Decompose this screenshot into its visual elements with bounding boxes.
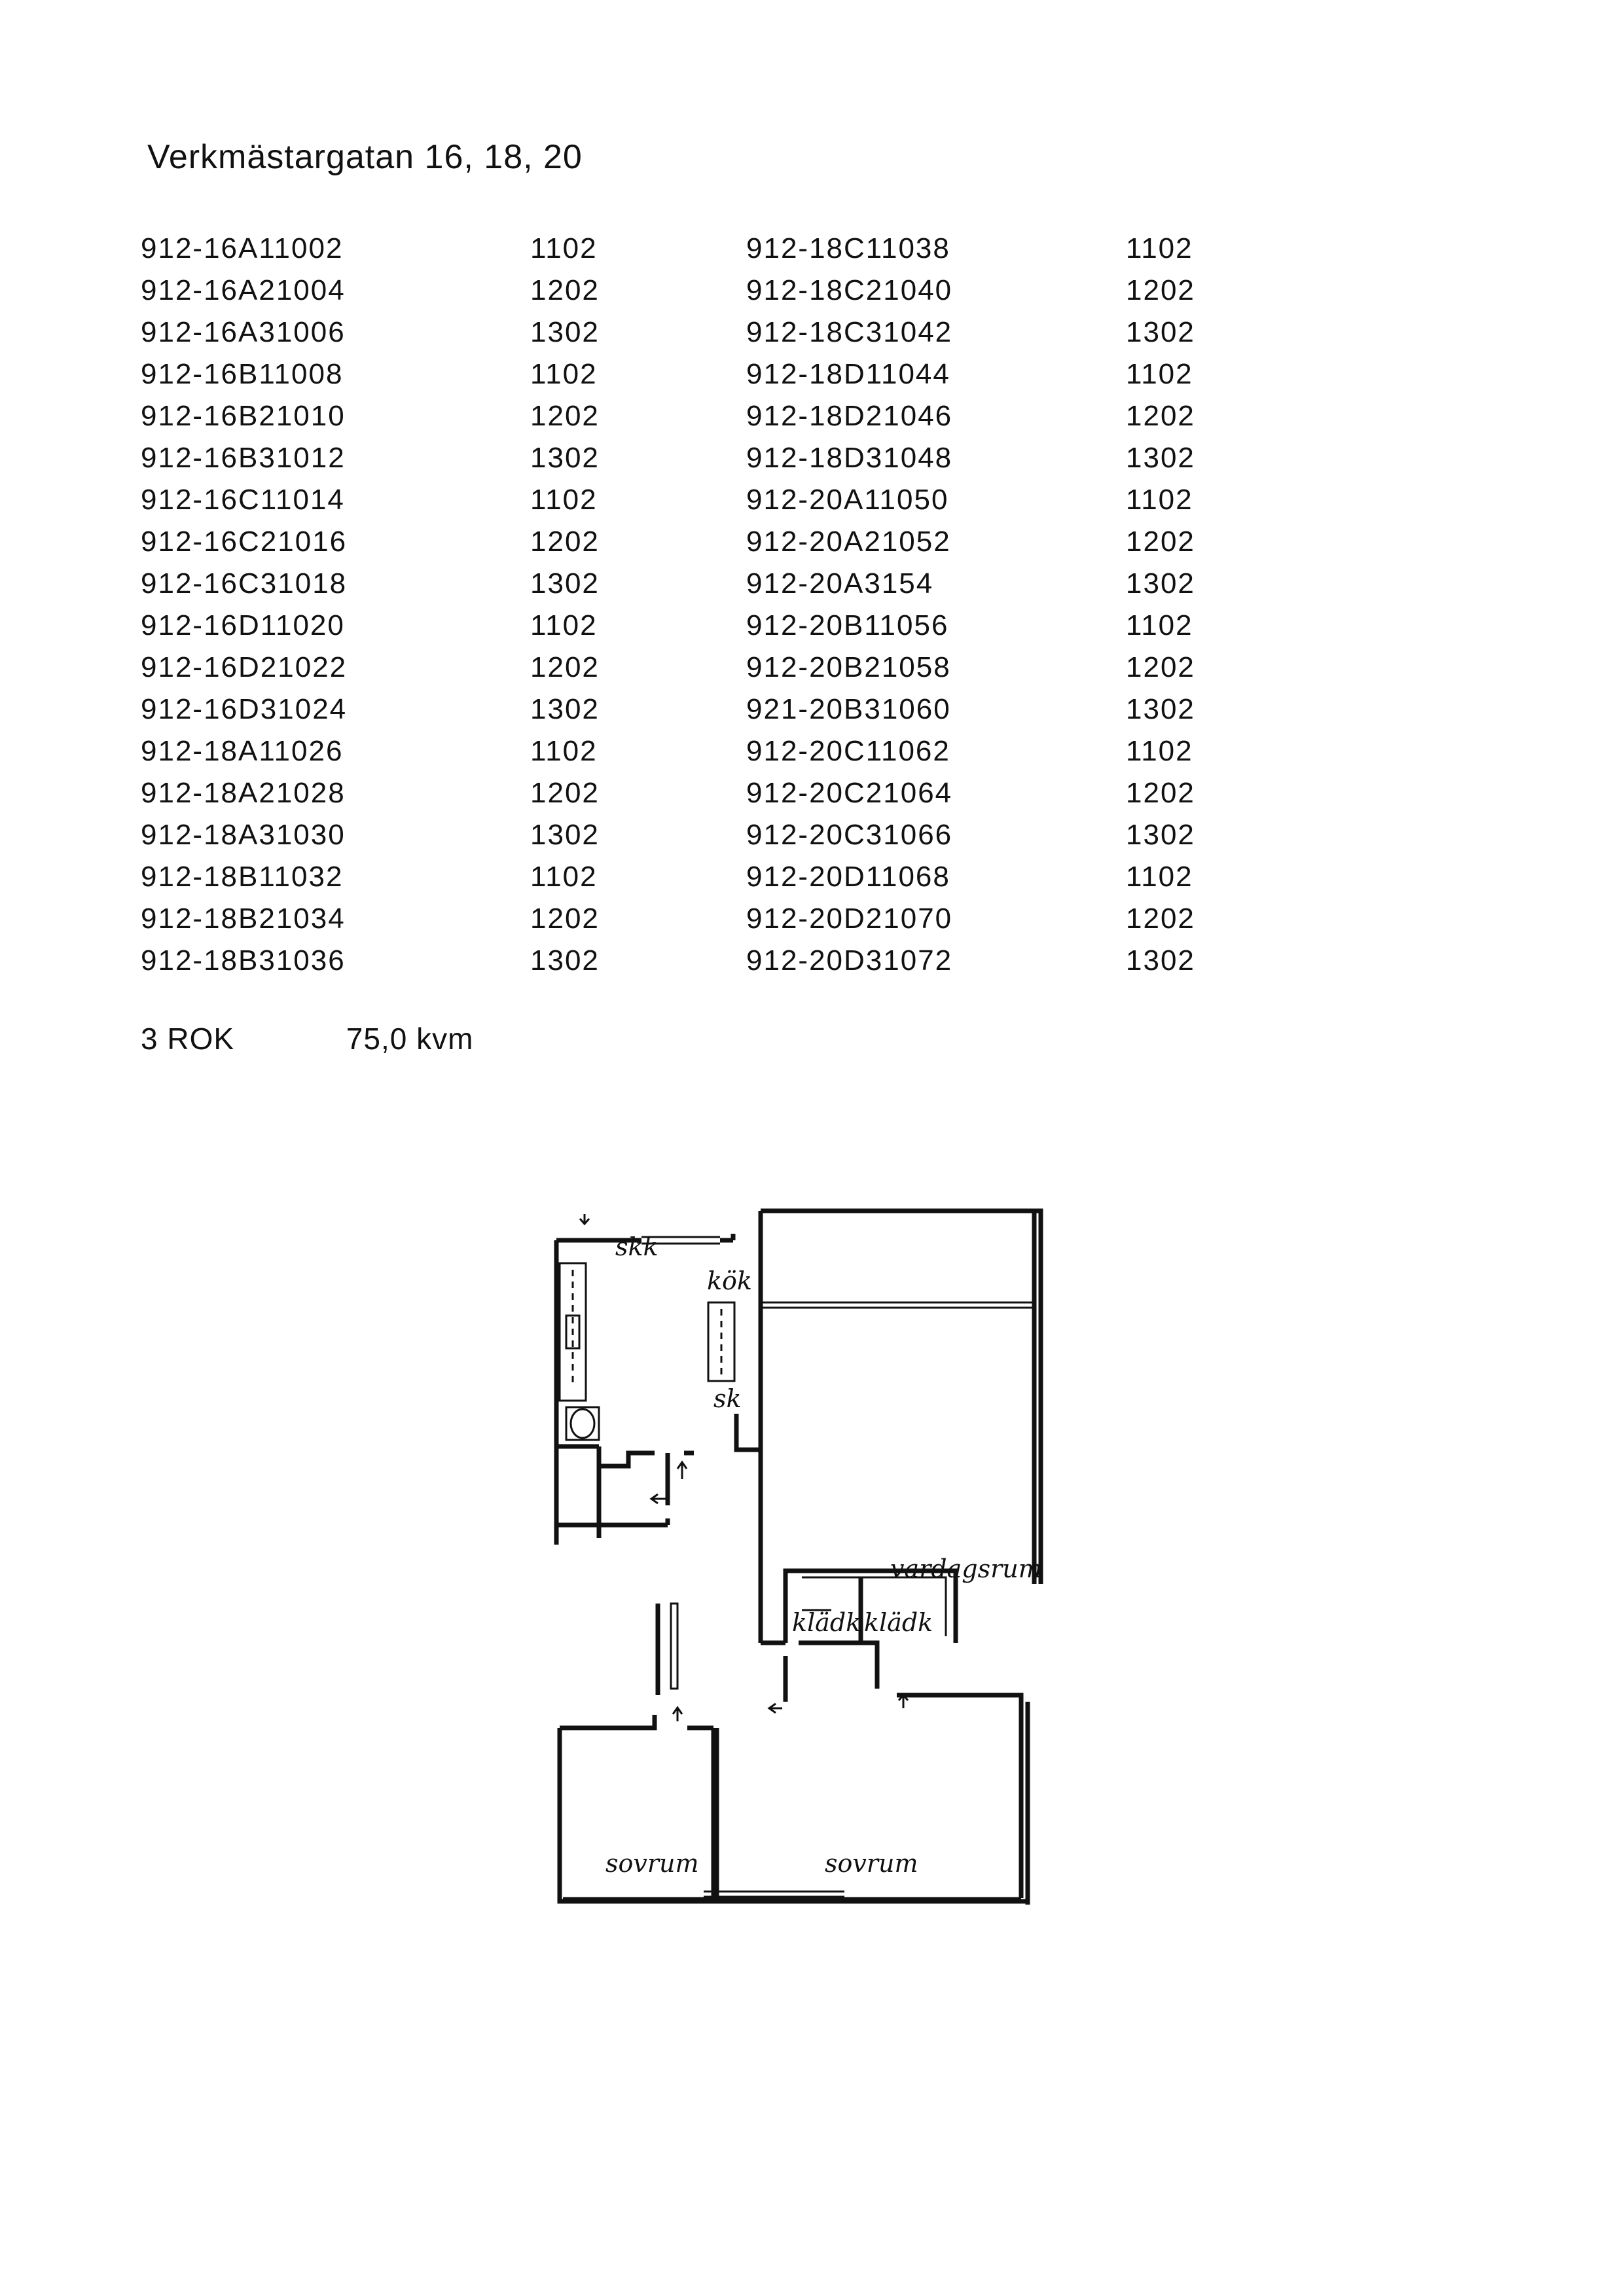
unit-id-right: 912-18D31048 [746, 442, 953, 474]
unit-id-left: 912-16A21004 [141, 274, 346, 306]
plan-label-bedroom-1: sovrum [605, 1849, 699, 1878]
unit-code-right: 1202 [1126, 777, 1195, 809]
unit-id-right: 912-20B11056 [746, 609, 949, 641]
floor-plan [537, 1191, 1060, 2055]
table-row [141, 605, 1231, 647]
unit-id-right: 912-18C31042 [746, 316, 953, 348]
unit-code-left: 1302 [530, 567, 600, 600]
unit-id-left: 912-16C21016 [141, 526, 348, 558]
table-row [141, 521, 1231, 563]
unit-code-right: 1302 [1126, 316, 1195, 348]
plan-label-wardrobe-2: klädk [864, 1608, 933, 1637]
page-title: Verkmästargatan 16, 18, 20 [147, 138, 583, 176]
unit-code-left: 1202 [530, 274, 600, 306]
plan-label-kitchen: kök [707, 1266, 752, 1295]
unit-id-left: 912-16C31018 [141, 567, 348, 600]
unit-code-right: 1302 [1126, 442, 1195, 474]
table-row [141, 940, 1231, 982]
unit-id-right: 912-20C21064 [746, 777, 953, 809]
unit-id-left: 912-18A11026 [141, 735, 344, 767]
plan-label-bedroom-2: sovrum [825, 1849, 918, 1878]
unit-code-right: 1202 [1126, 400, 1195, 432]
table-row [141, 689, 1231, 730]
unit-code-left: 1202 [530, 526, 600, 558]
unit-id-right: 912-20B21058 [746, 651, 951, 683]
table-row [141, 312, 1231, 353]
unit-code-right: 1202 [1126, 651, 1195, 683]
unit-code-right: 1102 [1126, 484, 1193, 516]
unit-code-right: 1302 [1126, 693, 1195, 725]
apartment-area: 75,0 kvm [346, 1022, 474, 1056]
unit-id-left: 912-16A11002 [141, 232, 344, 264]
unit-id-right: 912-18D11044 [746, 358, 950, 390]
unit-code-right: 1102 [1126, 609, 1193, 641]
table-row [141, 814, 1231, 856]
plan-label-living: vardagsrum [890, 1554, 1042, 1583]
unit-id-right: 912-18C11038 [746, 232, 950, 264]
unit-id-right: 912-18D21046 [746, 400, 953, 432]
unit-id-right: 912-20D31072 [746, 944, 953, 977]
unit-id-left: 912-16C11014 [141, 484, 345, 516]
table-row [141, 353, 1231, 395]
table-row [141, 647, 1231, 689]
unit-code-left: 1302 [530, 693, 600, 725]
apartment-summary [141, 1021, 473, 1056]
unit-code-right: 1202 [1126, 903, 1195, 935]
table-row [141, 856, 1231, 898]
table-row [141, 772, 1231, 814]
unit-code-left: 1102 [530, 609, 598, 641]
unit-table [141, 228, 1231, 982]
unit-code-left: 1302 [530, 819, 600, 851]
unit-code-right: 1302 [1126, 567, 1195, 600]
unit-code-right: 1202 [1126, 526, 1195, 558]
unit-id-right: 912-18C21040 [746, 274, 953, 306]
unit-id-left: 912-16A31006 [141, 316, 346, 348]
unit-code-left: 1202 [530, 400, 600, 432]
unit-code-left: 1202 [530, 777, 600, 809]
unit-code-left: 1302 [530, 442, 600, 474]
unit-code-right: 1302 [1126, 819, 1195, 851]
unit-code-left: 1102 [530, 358, 598, 390]
unit-id-left: 912-16D21022 [141, 651, 348, 683]
table-row [141, 228, 1231, 270]
plan-label-sk: sk [713, 1384, 742, 1413]
unit-code-left: 1102 [530, 232, 598, 264]
unit-id-right: 912-20C31066 [746, 819, 953, 851]
unit-code-right: 1102 [1126, 232, 1193, 264]
table-row [141, 563, 1231, 605]
unit-id-left: 912-16B21010 [141, 400, 346, 432]
unit-code-left: 1102 [530, 861, 598, 893]
unit-code-left: 1202 [530, 651, 600, 683]
table-row [141, 479, 1231, 521]
table-row [141, 898, 1231, 940]
unit-id-right: 912-20D21070 [746, 903, 953, 935]
unit-code-right: 1102 [1126, 735, 1193, 767]
unit-id-left: 912-16B31012 [141, 442, 346, 474]
unit-code-right: 1302 [1126, 944, 1195, 977]
unit-id-left: 912-16D31024 [141, 693, 348, 725]
table-row [141, 270, 1231, 312]
unit-id-left: 912-16B11008 [141, 358, 344, 390]
unit-table-body [141, 228, 1231, 982]
unit-id-right: 912-20A11050 [746, 484, 949, 516]
apartment-rooms: 3 ROK [141, 1022, 235, 1056]
unit-id-left: 912-18A21028 [141, 777, 346, 809]
unit-id-right: 912-20C11062 [746, 735, 950, 767]
unit-code-left: 1302 [530, 944, 600, 977]
unit-code-left: 1102 [530, 484, 598, 516]
table-row [141, 437, 1231, 479]
unit-code-right: 1102 [1126, 861, 1193, 893]
unit-code-left: 1102 [530, 735, 598, 767]
unit-id-right: 921-20B31060 [746, 693, 951, 725]
table-row [141, 395, 1231, 437]
unit-id-left: 912-18B21034 [141, 903, 346, 935]
unit-id-right: 912-20A21052 [746, 526, 951, 558]
plan-label-wardrobe-1: klädk [792, 1608, 861, 1637]
unit-id-left: 912-18A31030 [141, 819, 346, 851]
unit-id-right: 912-20A3154 [746, 567, 934, 600]
unit-code-left: 1202 [530, 903, 600, 935]
table-row [141, 730, 1231, 772]
unit-code-right: 1202 [1126, 274, 1195, 306]
plan-label-skk: skk [615, 1232, 659, 1261]
unit-id-right: 912-20D11068 [746, 861, 950, 893]
unit-id-left: 912-18B31036 [141, 944, 346, 977]
unit-code-left: 1302 [530, 316, 600, 348]
unit-id-left: 912-16D11020 [141, 609, 345, 641]
unit-id-left: 912-18B11032 [141, 861, 344, 893]
unit-code-right: 1102 [1126, 358, 1193, 390]
